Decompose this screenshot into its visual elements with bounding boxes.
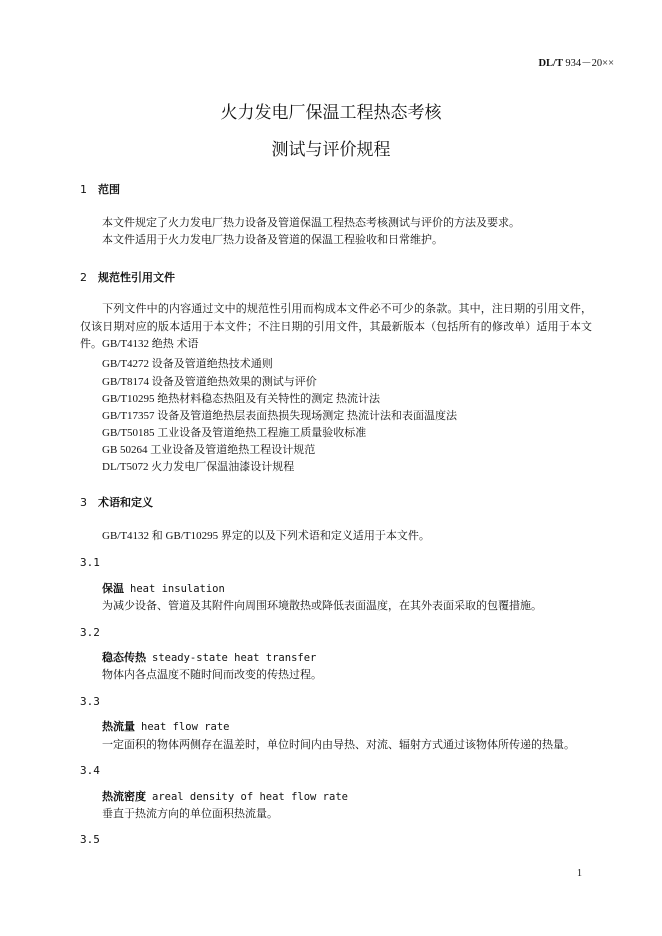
term-chinese: 保温 xyxy=(102,583,124,595)
section-3-intro: GB/T4132 和 GB/T10295 界定的以及下列术语和定义适用于本文件。 xyxy=(102,530,430,542)
page-number: 1 xyxy=(577,868,582,879)
term-english: heat insulation xyxy=(130,583,225,595)
term-english: steady-state heat transfer xyxy=(152,652,317,664)
section-title: 范围 xyxy=(98,183,120,196)
section-3-heading xyxy=(80,494,153,510)
section-number: 3 xyxy=(80,496,87,509)
term-number: 3.2 xyxy=(80,626,100,639)
document-title-line2: 测试与评价规程 xyxy=(271,140,391,160)
standard-code-header xyxy=(538,55,614,70)
term-heading xyxy=(102,718,230,734)
term-chinese: 热流量 xyxy=(102,721,135,733)
term-number: 3.3 xyxy=(80,695,100,708)
term-definition: 为减少设备、管道及其附件向周围环境散热或降低表面温度，在其外表面采取的包覆措施。 xyxy=(102,600,542,612)
reference-item: GB/T8174 设备及管道绝热效果的测试与评价 xyxy=(102,376,317,388)
reference-item: GB/T10295 绝热材料稳态热阻及有关特性的测定 热流计法 xyxy=(102,393,381,405)
reference-item: GB/T4272 设备及管道绝热技术通则 xyxy=(102,358,273,370)
term-number: 3.1 xyxy=(80,556,100,569)
section-2-intro-text: 下列文件中的内容通过文中的规范性引用而构成本文件必不可少的条款。其中，注日期的引用文件，仅该日期对应的版本适用于本文件；不注日期的引用文件，其最新版本（包括所有的修改单）适用于本文件。GB/T4132 绝热 术语 xyxy=(80,303,592,350)
section-title: 术语和定义 xyxy=(98,496,153,509)
term-heading xyxy=(102,788,348,804)
section-1-paragraph-1: 本文件规定了火力发电厂热力设备及管道保温工程热态考核测试与评价的方法及要求。 xyxy=(102,217,520,229)
term-heading xyxy=(102,649,316,665)
term-number: 3.5 xyxy=(80,833,100,846)
standard-prefix: DL/T xyxy=(538,58,563,69)
term-definition: 垂直于热流方向的单位面积热流量。 xyxy=(102,808,278,820)
section-title: 规范性引用文件 xyxy=(98,271,175,284)
term-chinese: 稳态传热 xyxy=(102,652,146,664)
term-number: 3.4 xyxy=(80,764,100,777)
term-definition: 一定面积的物体两侧存在温差时，单位时间内由导热、对流、辐射方式通过该物体所传递的热量。 xyxy=(102,739,575,751)
section-number: 2 xyxy=(80,271,87,284)
reference-item: GB 50264 工业设备及管道绝热工程设计规范 xyxy=(102,444,316,456)
term-heading xyxy=(102,580,225,596)
section-2-intro xyxy=(80,301,592,354)
document-title-line1: 火力发电厂保温工程热态考核 xyxy=(220,103,442,123)
term-english: heat flow rate xyxy=(141,721,230,733)
standard-number: 934－20×× xyxy=(565,58,614,69)
section-number: 1 xyxy=(80,183,87,196)
term-chinese: 热流密度 xyxy=(102,791,146,803)
reference-item: DL/T5072 火力发电厂保温油漆设计规程 xyxy=(102,461,295,473)
term-definition: 物体内各点温度不随时间而改变的传热过程。 xyxy=(102,669,322,681)
section-1-heading xyxy=(80,181,120,197)
term-english: areal density of heat flow rate xyxy=(152,791,348,803)
reference-item: GB/T17357 设备及管道绝热层表面热损失现场测定 热流计法和表面温度法 xyxy=(102,410,458,422)
section-1-paragraph-2: 本文件适用于火力发电厂热力设备及管道的保温工程验收和日常维护。 xyxy=(102,234,443,246)
section-2-heading xyxy=(80,269,175,285)
reference-item: GB/T50185 工业设备及管道绝热工程施工质量验收标准 xyxy=(102,427,367,439)
